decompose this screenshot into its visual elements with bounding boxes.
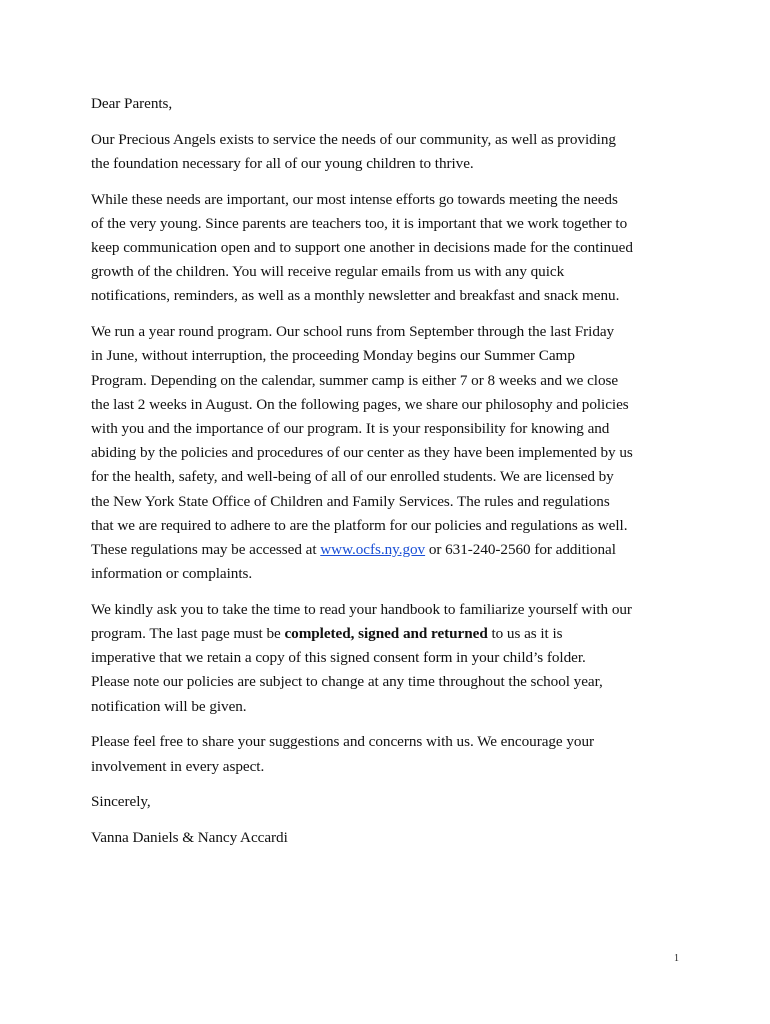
- text-fragment: or 631-240-2560 for additional: [425, 540, 616, 558]
- text-line: of the very young. Since parents are teachers too, it is important that we work together to: [91, 214, 628, 232]
- paragraph-handbook: [91, 598, 691, 719]
- text-line: We run a year round program. Our school runs from September through the last Friday: [91, 323, 615, 341]
- text-line: that we are required to adhere to are the platform for our policies and regulations as well.: [91, 516, 628, 534]
- text-fragment: to us as it is: [487, 625, 563, 643]
- paragraph-mission: [91, 128, 691, 176]
- signature-text: Vanna Daniels & Nancy Accardi: [91, 828, 288, 846]
- text-line: in June, without interruption, the proceeding Monday begins our Summer Camp: [91, 347, 575, 365]
- paragraph-needs: [91, 188, 691, 309]
- paragraph-feedback: [91, 730, 691, 778]
- signature: [91, 826, 691, 850]
- text-line: the foundation necessary for all of our young children to thrive.: [91, 154, 474, 172]
- text-fragment: program. The last page must be: [91, 625, 285, 643]
- text-line: for the health, safety, and well-being of all of our enrolled students. We are licensed by: [91, 468, 614, 486]
- text-line: Please note our policies are subject to change at any time throughout the school year,: [91, 673, 603, 691]
- text-line: Our Precious Angels exists to service the needs of our community, as well as providing: [91, 130, 616, 148]
- emphasis-text: completed, signed and returned: [284, 625, 488, 643]
- text-line: abiding by the policies and procedures of our center as they have been implemented by us: [91, 444, 633, 462]
- text-line-with-emphasis: [91, 622, 691, 646]
- text-line: notifications, reminders, as well as a monthly newsletter and breakfast and snack menu.: [91, 287, 620, 305]
- text-line: We kindly ask you to take the time to read your handbook to familiarize yourself with our: [91, 600, 632, 618]
- ocfs-website-link[interactable]: www.ocfs.ny.gov: [320, 540, 426, 558]
- text-line: information or complaints.: [91, 565, 253, 583]
- text-line: Please feel free to share your suggestions and concerns with us. We encourage your: [91, 733, 595, 751]
- text-line: involvement in every aspect.: [91, 757, 265, 775]
- text-line: Program. Depending on the calendar, summer camp is either 7 or 8 weeks and we close: [91, 371, 619, 389]
- text-line: keep communication open and to support one another in decisions made for the continued: [91, 239, 633, 257]
- text-line-with-link: [91, 538, 691, 562]
- salutation: [91, 92, 691, 116]
- text-fragment: These regulations may be accessed at: [91, 540, 321, 558]
- text-line: the last 2 weeks in August. On the following pages, we share our philosophy and policies: [91, 395, 629, 413]
- closing: [91, 790, 691, 814]
- text-line: the New York State Office of Children and Family Services. The rules and regulations: [91, 492, 610, 510]
- text-line: with you and the importance of our program. It is your responsibility for knowing and: [91, 419, 610, 437]
- text-line: growth of the children. You will receive regular emails from us with any quick: [91, 263, 565, 281]
- text-line: imperative that we retain a copy of this signed consent form in your child’s folder.: [91, 649, 586, 667]
- text-line: notification will be given.: [91, 697, 247, 715]
- closing-text: Sincerely,: [91, 793, 151, 811]
- salutation-text: Dear Parents,: [91, 95, 173, 112]
- paragraph-program: [91, 320, 691, 586]
- letter-page: [91, 92, 691, 862]
- text-line: While these needs are important, our most intense efforts go towards meeting the needs: [91, 190, 618, 208]
- page-number: 1: [674, 953, 679, 964]
